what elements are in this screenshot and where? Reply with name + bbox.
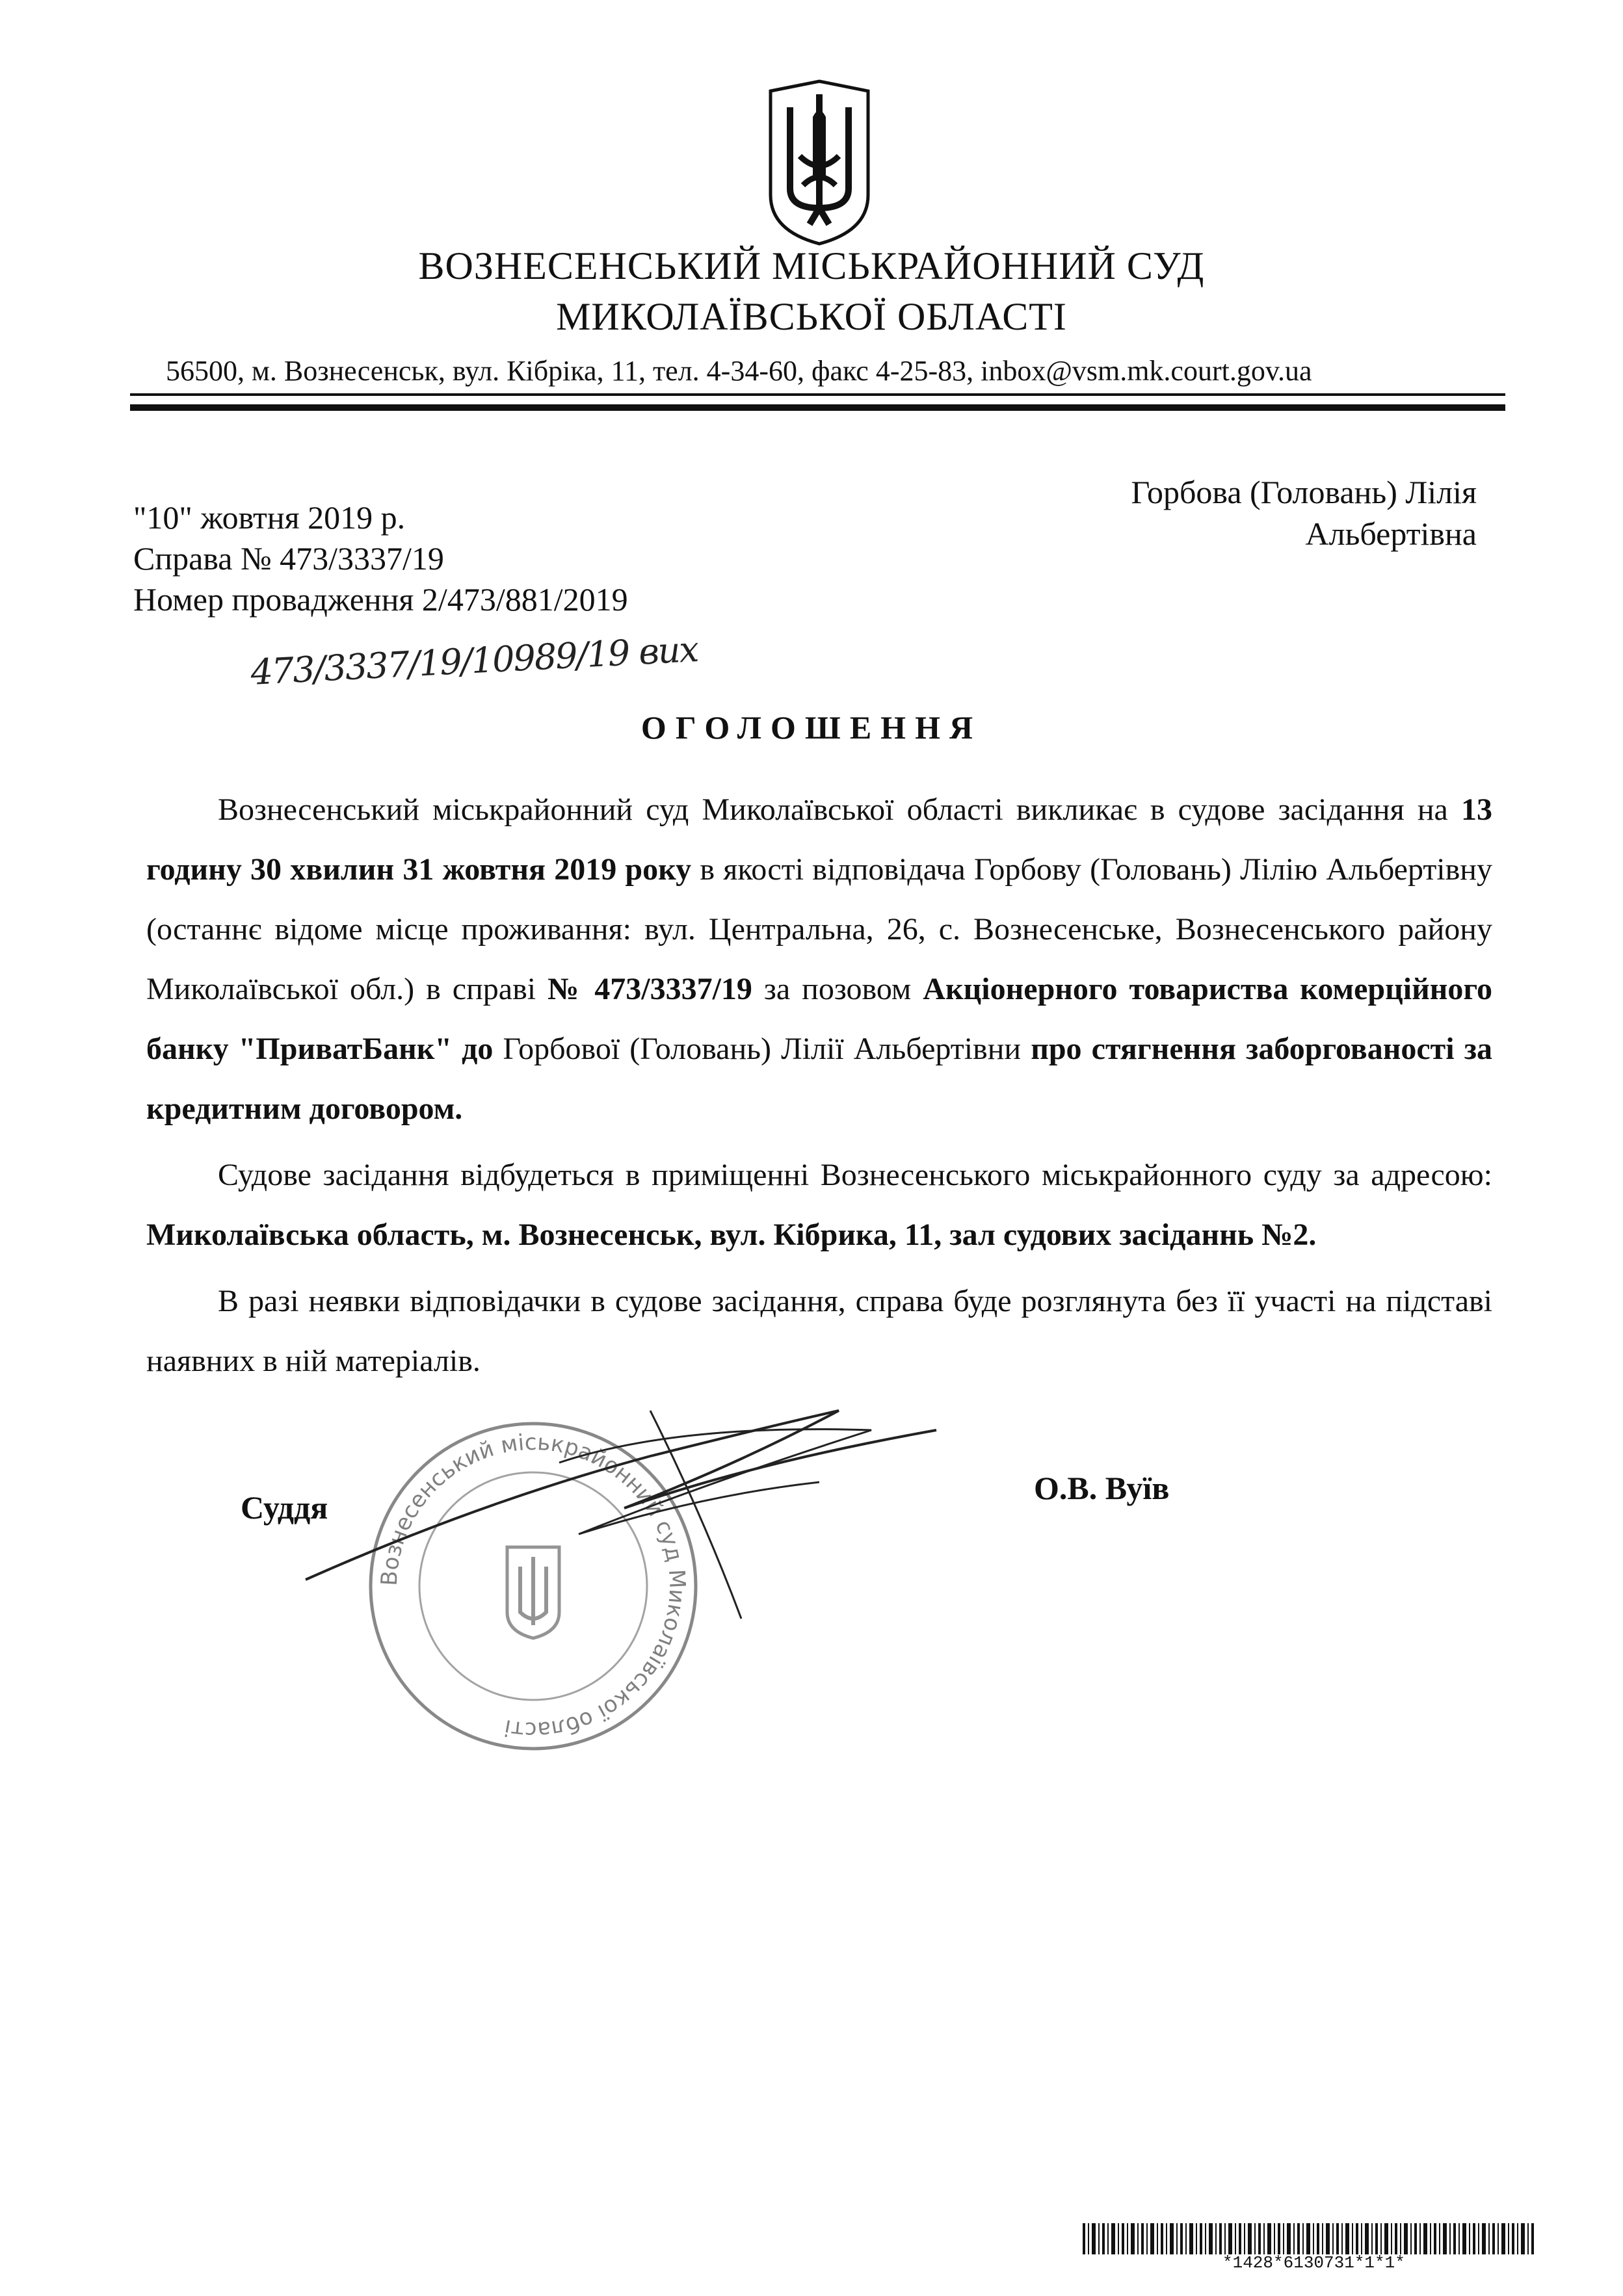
court-title-line2: МИКОЛАЇВСЬКОЇ ОБЛАСТІ xyxy=(556,295,1067,338)
announcement-body xyxy=(146,780,1492,1398)
announcement-heading: ОГОЛОШЕННЯ xyxy=(640,709,983,746)
paragraph-summons: Вознесенський міськрайонний суд Миколаївської області викликає в судове засідання на 13 годину 30 хвилин 31 жовтня 2019 року в якості відповідача Горбову (Головань) Лілію Альбертівну (останнє відоме місце проживання: вул. Центральна, 26, с. Вознесенське, Вознесенського району Миколаївської обл.) в справі № 473/3337/19 за позовом Акціонерного товариства комерційного банку "ПриватБанк" до Горбової (Головань) Лілії Альбертівни про стягнення заборгованості за кредитним договором. xyxy=(146,792,1493,1126)
proceeding-number: Номер провадження 2/473/881/2019 xyxy=(133,581,628,618)
trident-emblem-icon xyxy=(764,78,875,247)
paragraph-absence: В разі неявки відповідачки в судове засідання, справа буде розглянута без її участі на підставі наявних в ній матеріалів. xyxy=(146,1284,1492,1378)
case-number: Справа № 473/3337/19 xyxy=(133,540,444,577)
document-date: "10" жовтня 2019 р. xyxy=(133,499,406,536)
judge-signature-icon xyxy=(286,1385,1001,1645)
addressee-line2: Альбертівна xyxy=(1305,515,1477,552)
seal-text: Вознесенський міськрайонний суд Миколаївської області xyxy=(376,1429,691,1743)
addressee-line1: Горбова (Головань) Лілія xyxy=(1131,474,1477,510)
judge-name: О.В. Вуїв xyxy=(1034,1470,1170,1506)
addressee xyxy=(1131,471,1477,554)
document-meta xyxy=(133,497,628,620)
court-title-line1: ВОЗНЕСЕНСЬКИЙ МІСЬКРАЙОННИЙ СУД xyxy=(418,244,1205,287)
court-title xyxy=(0,241,1623,342)
barcode-icon xyxy=(1083,2223,1538,2254)
header-rule-thin xyxy=(130,393,1505,396)
header-rule-thick xyxy=(130,404,1505,411)
handwritten-outgoing-number: 473/3337/19/10989/19 вих xyxy=(249,629,699,693)
paragraph-venue: Судове засідання відбудеться в приміщенні Вознесенського міськрайонного суду за адресою: Миколаївська область, м. Вознесенськ, вул. Кібрика, 11, зал судових засіданнь №2. xyxy=(146,1158,1492,1252)
signature-label: Суддя xyxy=(241,1489,328,1526)
barcode-number: *1428*6130731*1*1* xyxy=(1222,2253,1405,2273)
court-address: 56500, м. Вознесенськ, вул. Кібріка, 11, тел. 4-34-60, факс 4-25-83, inbox@vsm.mk.court.gov.ua xyxy=(166,355,1312,387)
